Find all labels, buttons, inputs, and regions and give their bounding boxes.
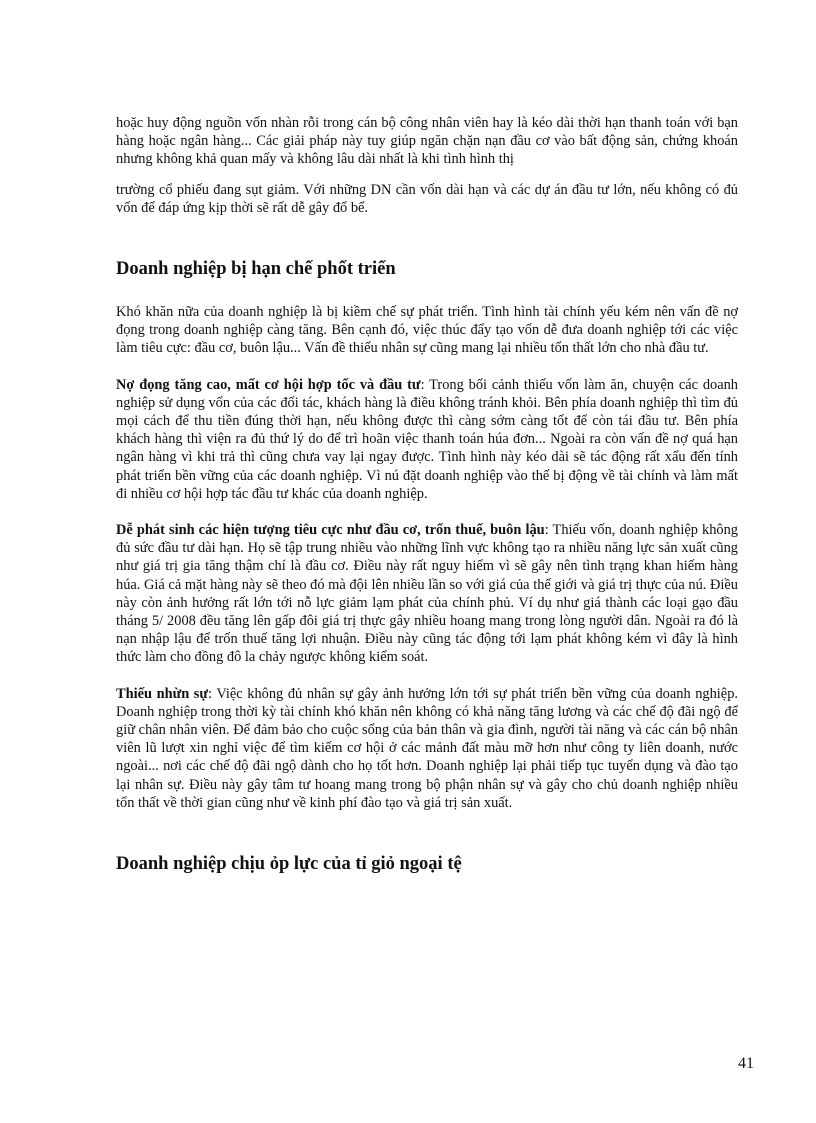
section1-paragraph-3 xyxy=(116,521,738,667)
section-heading-exchange-rate: Doanh nghiệp chịu ỏp lực của tỉ giỏ ngoại tệ xyxy=(116,854,462,875)
intro-paragraph-2: trường cổ phiếu đang sụt giảm. Với những DN cần vốn dài hạn và các dự án đầu tư lớn, nếu không có đủ vốn để đáp ứng kịp thời sẽ rất dễ gây đổ bể. xyxy=(116,181,738,216)
section-heading-wrapper-2 xyxy=(116,852,738,876)
paragraph-lead-staff: Thiếu nhừn sự xyxy=(116,685,209,702)
section-heading-wrapper xyxy=(116,257,738,281)
paragraph-body-staff: : Việc không đủ nhân sự gây ảnh hưởng lớn tới sự phát triển bền vững của doanh nghiệp. Doanh nghiệp trong thời kỳ tài chính khó khăn nên không có khả năng tăng lương và các chế độ đãi ngộ để giữ chân nhân viên. Để đảm bảo cho cuộc sống của bản thân và gia đình, người tài năng và các cán bộ nhân viên lũ lượt xin nghỉ việc để tìm kiếm cơ hội ở các mảnh đất màu mỡ hơn như công ty liên doanh, nước ngoài... nơi các chế độ đãi ngộ dành cho họ tốt hơn. Doanh nghiệp lại phải tiếp tục tuyển dụng và đào tạo lại nhân sự. Điều này gây tâm tư hoang mang trong bộ phận nhân sự và gây cho chủ doanh nghiệp nhiều tổn thất về thời gian cũng như về kinh phí đào tạo và giá trị sản xuất. xyxy=(116,685,738,811)
section1-paragraph-4 xyxy=(116,685,738,812)
paragraph-lead-negative: Dễ phát sinh các hiện tượng tiêu cực như đầu cơ, trốn thuế, buôn lậu xyxy=(116,522,545,539)
paragraph-lead-debt: Nợ đọng tăng cao, mất cơ hội hợp tốc và đầu tư xyxy=(116,376,421,393)
section-heading-growth-limited: Doanh nghiệp bị hạn chế phốt triển xyxy=(116,259,396,280)
page-body xyxy=(116,114,738,876)
intro-paragraph-1: hoặc huy động nguồn vốn nhàn rỗi trong cán bộ công nhân viên hay là kéo dài thời hạn thanh toán với bạn hàng hoặc ngân hàng... Các giải pháp này tuy giúp ngăn chặn nạn đầu cơ vào bất động sản, chứng khoán nhưng không khả quan mấy và không lâu dài nhất là khi tình hình thị xyxy=(116,115,738,168)
section1-paragraph-2 xyxy=(116,376,738,503)
section1-paragraph-1: Khó khăn nữa của doanh nghiệp là bị kiềm chế sự phát triển. Tình hình tài chính yếu kém nên vấn đề nợ đọng trong doanh nghiệp càng tăng. Bên cạnh đó, việc thúc đẩy tạo vốn dễ đưa doanh nghiệp tới các việc làm tiêu cực: đầu cơ, buôn lậu... Vấn đề thiếu nhân sự cũng mang lại nhiều tổn thất lớn cho nhà đầu tư. xyxy=(116,304,738,357)
paragraph-body-debt: : Trong bối cảnh thiếu vốn làm ăn, chuyện các doanh nghiệp sử dụng vốn của các đối tác, khách hàng là điều không tránh khỏi. Bên phía doanh nghiệp thì tìm đủ mọi cách để thu tiền đúng thời hạn, nếu không được thì càng sớm càng tốt để còn tái đầu tư. Bên phía khách hàng thì viện ra đủ thứ lý do để trì hoãn việc thanh toán húa đơn... Ngoài ra còn vấn đề nợ quá hạn ngân hàng vì khi trả thì cũng chưa vay lại ngay được. Tình hình này kéo dài sẽ tác động rất xấu đến tính phát triển bền vững của các doanh nghiệp. Vì nú đặt doanh nghiệp vào thế bị động về tài chính và làm mất đi nhiều cơ hội hợp tác đầu tư khác của doanh nghiệp. xyxy=(116,376,739,502)
paragraph-body-negative: : Thiếu vốn, doanh nghiệp không đủ sức đầu tư dài hạn. Họ sẽ tập trung nhiều vào những lĩnh vực không tạo ra nhiều năng lực sản xuất cũng như giá trị gia tăng thậm chí là đầu cơ. Điều này rất nguy hiểm vì sẽ gây nên tình trạng khan hiếm hàng húa. Giá cả mặt hàng này sẽ theo đó mà đội lên nhiều lần so với giá của thế giới và giá trị thực của nú. Điều này còn ảnh hưởng rất lớn tới nỗ lực giảm lạm phát của chính phủ. Ví dụ như giá thành các loại gạo đầu tháng 5/ 2008 đều tăng lên gấp đôi giá trị thực gây nhiều hoang mang trong lòng người dân. Ngoài ra đó là nạn nhập lậu để trốn thuế tăng lợi nhuận. Điều này cũng tác động tới lạm phát không kém vì đây là hình thức làm cho đồng đô la chảy ngược không kiểm soát. xyxy=(116,522,738,666)
page-number: 41 xyxy=(738,1055,754,1072)
